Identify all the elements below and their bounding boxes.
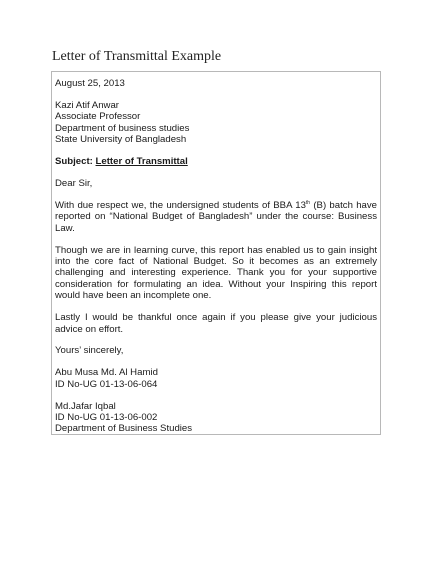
letter-date: August 25, 2013 — [55, 78, 125, 89]
signature-block-1 — [55, 367, 377, 390]
paragraph-body: Though we are in learning curve, this report has enabled us to gain insight into the core fact of National Budget. So it becomes as an extremely challenging and interesting experience. Thank you for your supportive consideration for formulating an idea. Without your Inspiring this report would have been an incomplete one. — [55, 244, 377, 302]
letter-body — [51, 71, 381, 435]
signature-block-2 — [55, 401, 377, 435]
signer-name: Md.Jafar Iqbal — [55, 400, 116, 412]
paragraph-intro-end: (B) batch have reported on “National Budget of Bangladesh” under the course: Business Law. — [55, 199, 377, 234]
subject-value: Letter of Transmittal — [95, 156, 188, 168]
page-title: Letter of Transmittal Example — [52, 49, 222, 64]
signer-name: Abu Musa Md. Al Hamid — [55, 367, 158, 379]
paragraph-intro-start: With due respect we, the undersigned students of BBA 13 — [55, 199, 306, 211]
recipient-university: State University of Bangladesh — [55, 134, 187, 146]
signer-id: ID No-UG 01-13-06-064 — [55, 378, 158, 390]
subject-label: Subject: — [55, 156, 93, 168]
recipient-address — [55, 100, 377, 146]
subject-line — [55, 156, 377, 167]
signer-id: ID No-UG 01-13-06-002 — [55, 412, 158, 424]
ordinal-suffix: th — [305, 199, 311, 206]
paragraph-intro — [55, 200, 377, 234]
recipient-department: Department of business studies — [55, 122, 190, 134]
recipient-position: Associate Professor — [55, 111, 141, 123]
complimentary-close: Yours’ sincerely, — [55, 345, 124, 357]
recipient-name: Kazi Atif Anwar — [55, 99, 119, 111]
signer-department: Department of Business Studies — [55, 423, 193, 435]
salutation: Dear Sir, — [55, 177, 93, 189]
paragraph-closing: Lastly I would be thankful once again if you please give your judicious advice on effort. — [55, 312, 377, 335]
